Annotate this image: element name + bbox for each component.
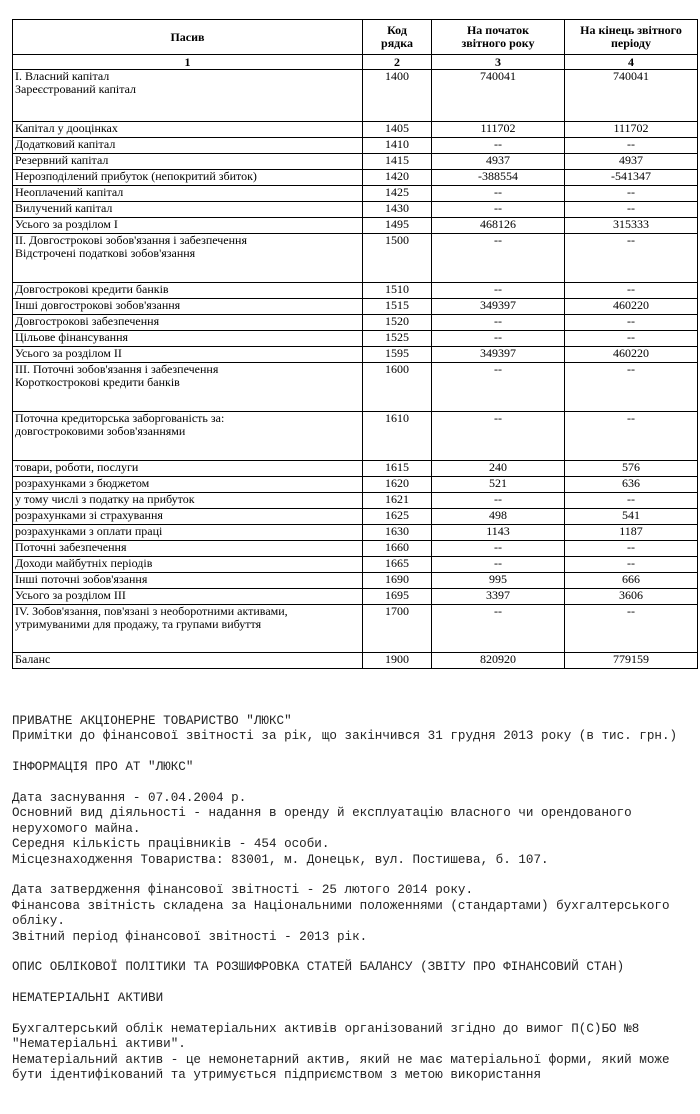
column-header-line: рядка (381, 36, 413, 50)
row-code: 1425 (363, 186, 432, 202)
row-code: 1430 (363, 202, 432, 218)
row-label (13, 509, 363, 525)
column-header-line: На кінець звітного (580, 23, 682, 37)
table-row (13, 493, 698, 509)
row-label (13, 122, 363, 138)
row-label (13, 347, 363, 363)
row-start-value: -- (432, 363, 565, 412)
table-row (13, 461, 698, 477)
row-start-value: 349397 (432, 347, 565, 363)
row-code: 1615 (363, 461, 432, 477)
row-label-line: Поточна кредиторська заборгованість за: (15, 411, 225, 425)
row-code: 1500 (363, 234, 432, 283)
row-label (13, 218, 363, 234)
row-end-value: 666 (565, 573, 698, 589)
row-label (13, 589, 363, 605)
row-label (13, 283, 363, 299)
row-label-line: Інші поточні зобов'язання (15, 572, 148, 586)
row-label-line: II. Довгострокові зобов'язання і забезпечення (15, 233, 247, 247)
row-code: 1405 (363, 122, 432, 138)
table-row (13, 509, 698, 525)
row-start-value: 740041 (432, 70, 565, 122)
row-label-line: Доходи майбутніх періодів (15, 556, 153, 570)
row-start-value: 468126 (432, 218, 565, 234)
notes-blank-line (12, 1007, 697, 1022)
row-label (13, 331, 363, 347)
table-row (13, 363, 698, 412)
row-label (13, 653, 363, 669)
table-row (13, 653, 698, 669)
row-end-value: -541347 (565, 170, 698, 186)
row-label-line: розрахунками з оплати праці (15, 524, 163, 538)
row-label (13, 525, 363, 541)
row-label (13, 234, 363, 283)
row-code: 1415 (363, 154, 432, 170)
row-label (13, 363, 363, 412)
row-label-line: Баланс (15, 652, 51, 666)
row-end-value: -- (565, 493, 698, 509)
row-end-value: 740041 (565, 70, 698, 122)
row-start-value: -- (432, 331, 565, 347)
row-end-value: -- (565, 234, 698, 283)
row-start-value: 521 (432, 477, 565, 493)
row-label-line: I. Власний капітал (15, 69, 110, 83)
column-number-row (13, 55, 698, 70)
row-label-line: Відстрочені податкові зобов'язання (15, 246, 196, 260)
row-start-value: -- (432, 186, 565, 202)
row-code: 1600 (363, 363, 432, 412)
row-start-value: -388554 (432, 170, 565, 186)
notes-blank-line (12, 745, 697, 760)
row-start-value: -- (432, 541, 565, 557)
notes-line: Місцезнаходження Товариства: 83001, м. Донецьк, вул. Постишева, б. 107. (12, 852, 549, 867)
row-label (13, 299, 363, 315)
column-header-line: На початок (466, 23, 530, 37)
row-end-value: 4937 (565, 154, 698, 170)
row-label-line: розрахунками зі страхування (15, 508, 163, 522)
notes-line: Звітний період фінансової звітності - 2013 рік. (12, 929, 368, 944)
row-code: 1900 (363, 653, 432, 669)
row-label-line: III. Поточні зобов'язання і забезпечення (15, 362, 219, 376)
row-start-value: -- (432, 493, 565, 509)
notes-line: ІНФОРМАЦІЯ ПРО АТ "ЛЮКС" (12, 760, 194, 775)
row-code: 1700 (363, 605, 432, 653)
row-label (13, 477, 363, 493)
row-label (13, 170, 363, 186)
row-start-value: -- (432, 605, 565, 653)
notes-line: Нематеріальний актив - це немонетарний актив, який не має матеріальної форми, який може бути ідентифікований та утримується підприємством з метою використання (12, 1052, 678, 1083)
table-body (13, 70, 698, 669)
table-row (13, 138, 698, 154)
row-label (13, 138, 363, 154)
row-end-value: 636 (565, 477, 698, 493)
table-row (13, 154, 698, 170)
table-row (13, 234, 698, 283)
column-header-line: звітного року (461, 36, 535, 50)
table-row (13, 477, 698, 493)
row-label-line: товари, роботи, послуги (15, 460, 139, 474)
row-label-line: у тому числі з податку на прибуток (15, 492, 195, 506)
notes-line: Середня кількість працівників - 454 особи. (12, 837, 330, 852)
row-start-value: -- (432, 283, 565, 299)
row-label-line: IV. Зобов'язання, пов'язані з необоротними активами, (15, 604, 288, 618)
row-label (13, 186, 363, 202)
row-end-value: -- (565, 412, 698, 461)
row-code: 1665 (363, 557, 432, 573)
row-start-value: 111702 (432, 122, 565, 138)
table-row (13, 541, 698, 557)
row-label (13, 461, 363, 477)
row-end-value: -- (565, 363, 698, 412)
row-label-line: Короткострокові кредити банків (15, 375, 180, 389)
row-start-value: -- (432, 202, 565, 218)
row-code: 1625 (363, 509, 432, 525)
row-end-value: -- (565, 202, 698, 218)
row-end-value: -- (565, 283, 698, 299)
column-header-2 (363, 20, 432, 55)
column-number: 3 (432, 55, 565, 70)
row-label-line: Неоплачений капітал (15, 185, 124, 199)
table-header-row (13, 20, 698, 55)
table-row (13, 170, 698, 186)
table-row (13, 315, 698, 331)
notes-line: Бухгалтерський облік нематеріальних активів організований згідно до вимог П(С)БО №8 "Нематеріальні активи". (12, 1022, 647, 1052)
notes-line: ОПИС ОБЛІКОВОЇ ПОЛІТИКИ ТА РОЗШИФРОВКА СТАТЕЙ БАЛАНСУ (ЗВІТУ ПРО ФІНАНСОВИЙ СТАН) (12, 960, 625, 975)
row-label-line: Нерозподілений прибуток (непокритий збиток) (15, 169, 257, 183)
row-end-value: -- (565, 138, 698, 154)
row-label-line: Зареєстрований капітал (15, 82, 137, 96)
row-end-value: -- (565, 541, 698, 557)
column-number: 4 (565, 55, 698, 70)
row-end-value: 460220 (565, 347, 698, 363)
table-row (13, 557, 698, 573)
table-row (13, 122, 698, 138)
row-label-line: Довгострокові кредити банків (15, 282, 169, 296)
row-code: 1620 (363, 477, 432, 493)
row-label-line: Цільове фінансування (15, 330, 129, 344)
column-header-3 (432, 20, 565, 55)
table-row (13, 589, 698, 605)
row-code: 1621 (363, 493, 432, 509)
notes-line: Дата затвердження фінансової звітності - 25 лютого 2014 року. (12, 883, 474, 898)
row-start-value: 1143 (432, 525, 565, 541)
row-code: 1595 (363, 347, 432, 363)
table-row (13, 331, 698, 347)
row-code: 1610 (363, 412, 432, 461)
row-start-value: -- (432, 315, 565, 331)
table-row (13, 299, 698, 315)
row-label-line: Поточні забезпечення (15, 540, 127, 554)
row-end-value: -- (565, 331, 698, 347)
row-start-value: 498 (432, 509, 565, 525)
row-label-line: довгостроковими зобов'язаннями (15, 424, 186, 438)
row-start-value: -- (432, 138, 565, 154)
column-header-line: Код (387, 23, 407, 37)
row-code: 1630 (363, 525, 432, 541)
row-label-line: розрахунками з бюджетом (15, 476, 150, 490)
row-start-value: 3397 (432, 589, 565, 605)
column-number: 1 (13, 55, 363, 70)
row-start-value: 995 (432, 573, 565, 589)
row-label-line: Усього за розділом I (15, 217, 118, 231)
table-row (13, 573, 698, 589)
row-code: 1695 (363, 589, 432, 605)
row-label (13, 493, 363, 509)
row-start-value: 349397 (432, 299, 565, 315)
column-header-1 (13, 20, 363, 55)
row-label-line: Довгострокові забезпечення (15, 314, 160, 328)
table-row (13, 412, 698, 461)
row-label (13, 557, 363, 573)
column-header-4 (565, 20, 698, 55)
row-code: 1410 (363, 138, 432, 154)
table-row (13, 202, 698, 218)
table-row (13, 218, 698, 234)
table-row (13, 347, 698, 363)
row-code: 1660 (363, 541, 432, 557)
row-code: 1520 (363, 315, 432, 331)
row-label (13, 412, 363, 461)
row-code: 1400 (363, 70, 432, 122)
row-start-value: -- (432, 234, 565, 283)
row-end-value: 779159 (565, 653, 698, 669)
row-start-value: 820920 (432, 653, 565, 669)
row-code: 1690 (363, 573, 432, 589)
row-label (13, 573, 363, 589)
column-header-line: Пасив (170, 29, 205, 44)
row-end-value: 111702 (565, 122, 698, 138)
financial-notes-text (12, 714, 697, 1084)
table-row (13, 70, 698, 122)
row-end-value: 1187 (565, 525, 698, 541)
row-label-line: Резервний капітал (15, 153, 109, 167)
row-start-value: -- (432, 557, 565, 573)
row-end-value: 541 (565, 509, 698, 525)
row-start-value: 240 (432, 461, 565, 477)
row-start-value: -- (432, 412, 565, 461)
row-code: 1515 (363, 299, 432, 315)
row-label-line: Додатковий капітал (15, 137, 116, 151)
table-row (13, 283, 698, 299)
row-label-line: Капітал у дооцінках (15, 121, 118, 135)
column-header-line: періоду (611, 36, 651, 50)
table-row (13, 605, 698, 653)
row-label (13, 315, 363, 331)
notes-blank-line (12, 945, 697, 960)
column-number: 2 (363, 55, 432, 70)
balance-liabilities-table (12, 19, 698, 669)
notes-blank-line (12, 776, 697, 791)
row-label (13, 70, 363, 122)
row-label-line: утримуваними для продажу, та групами вибуття (15, 617, 262, 631)
row-start-value: 4937 (432, 154, 565, 170)
row-end-value: 3606 (565, 589, 698, 605)
row-label-line: Усього за розділом III (15, 588, 126, 602)
notes-line: Основний вид діяльності - надання в оренду й експлуатацію власного чи орендованого нерухомого майна. (12, 806, 640, 836)
notes-blank-line (12, 976, 697, 991)
row-end-value: -- (565, 315, 698, 331)
row-end-value: 460220 (565, 299, 698, 315)
notes-line: Дата заснування - 07.04.2004 р. (12, 791, 247, 805)
row-end-value: -- (565, 186, 698, 202)
row-code: 1420 (363, 170, 432, 186)
table-row (13, 525, 698, 541)
notes-line: НЕМАТЕРІАЛЬНІ АКТИВИ (12, 991, 164, 1006)
notes-line: Фінансова звітність складена за Національними положеннями (стандартами) бухгалтерського обліку. (12, 898, 678, 929)
row-label (13, 202, 363, 218)
row-end-value: -- (565, 605, 698, 653)
notes-line: Примітки до фінансової звітності за рік, що закінчився 31 грудня 2013 року (в тис. грн.) (12, 729, 678, 744)
notes-blank-line (12, 868, 697, 883)
row-code: 1525 (363, 331, 432, 347)
row-label (13, 541, 363, 557)
row-label-line: Інші довгострокові зобов'язання (15, 298, 181, 312)
table-row (13, 186, 698, 202)
row-label (13, 154, 363, 170)
row-end-value: 576 (565, 461, 698, 477)
row-label (13, 605, 363, 653)
row-end-value: -- (565, 557, 698, 573)
balance-table-wrapper (12, 19, 697, 669)
row-code: 1495 (363, 218, 432, 234)
row-label-line: Усього за розділом II (15, 346, 122, 360)
row-end-value: 315333 (565, 218, 698, 234)
notes-line: ПРИВАТНЕ АКЦІОНЕРНЕ ТОВАРИСТВО "ЛЮКС" (12, 714, 292, 728)
row-code: 1510 (363, 283, 432, 299)
row-label-line: Вилучений капітал (15, 201, 113, 215)
